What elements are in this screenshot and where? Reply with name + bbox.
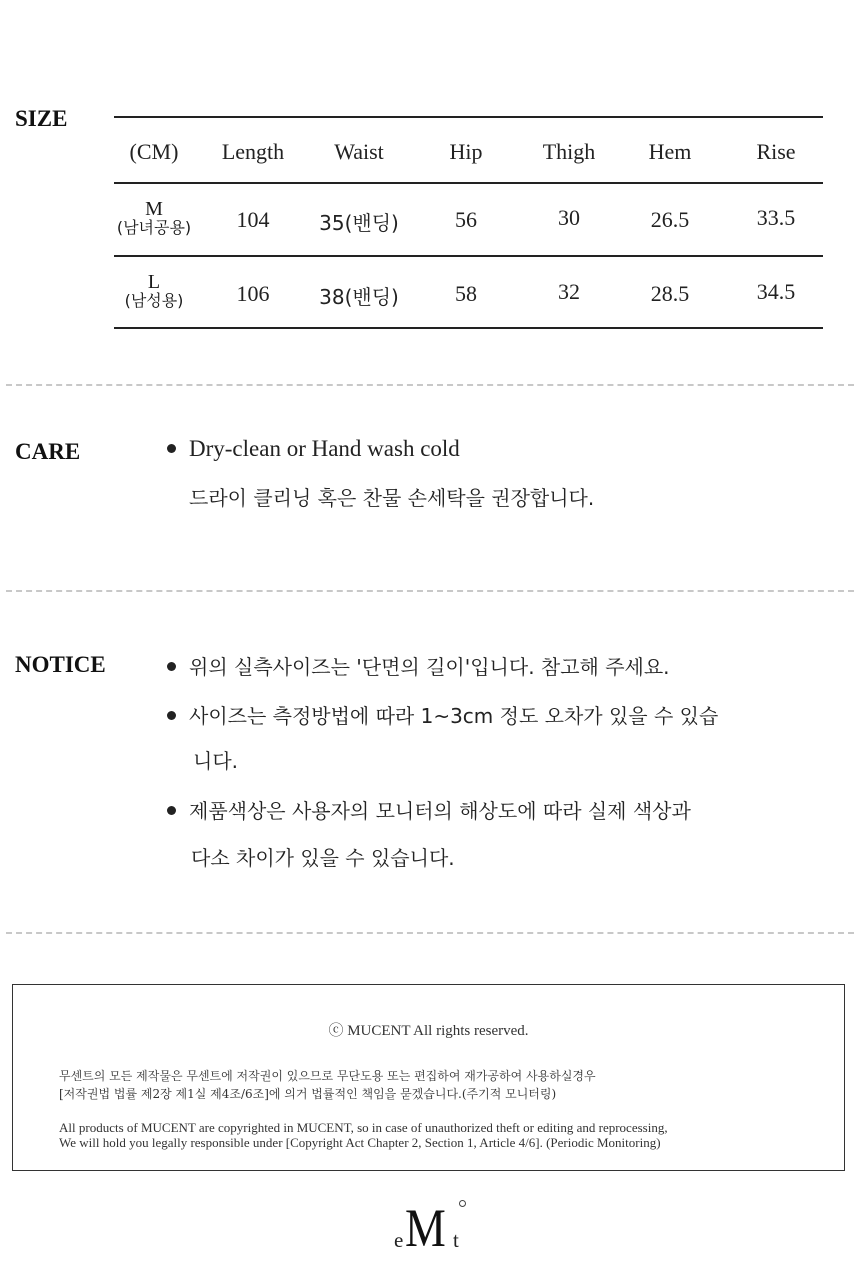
table-cell: 106: [236, 281, 270, 306]
notice-text: 위의 실측사이즈는 '단면의 길이'입니다. 참고해 주세요.: [189, 655, 670, 679]
size-fit: (남성용): [124, 291, 184, 310]
section-divider: [6, 384, 854, 386]
table-cell: 38(밴딩): [319, 285, 399, 309]
copyright-en-line: All products of MUCENT are copyrighted in MUCENT, so in case of unauthorized theft or editing and reprocessing,: [59, 1120, 668, 1135]
table-row-label: [125, 272, 184, 309]
copyright-ko-line: 무센트의 모든 제작물은 무센트에 저작권이 있으므로 무단도용 또는 편집하여 재가공하여 사용하실경우: [59, 1069, 596, 1083]
notice-text-continued: 다소 차이가 있을 수 있습니다.: [191, 846, 455, 870]
care-instruction-item: [167, 436, 460, 462]
logo-ring-icon: [459, 1200, 466, 1207]
size-section-label: SIZE: [15, 106, 68, 131]
table-cell: 33.5: [756, 205, 796, 230]
care-instruction-en: Dry-clean or Hand wash cold: [189, 436, 460, 461]
care-section-label: CARE: [15, 439, 81, 464]
table-cell: 58: [455, 281, 477, 306]
bullet-icon: [167, 806, 176, 815]
table-cell: 26.5: [650, 207, 690, 232]
size-fit: (남녀공용): [116, 218, 192, 237]
copyright-en-line: We will hold you legally responsible under [Copyright Act Chapter 2, Section 1, Article 4/6]. (Periodic Monitoring): [59, 1135, 661, 1150]
logo-letter: e: [394, 1228, 404, 1252]
section-divider: [6, 932, 854, 934]
table-cell: 35(밴딩): [319, 211, 399, 235]
table-cell: 28.5: [650, 281, 690, 306]
column-header-waist: Waist: [334, 139, 384, 164]
column-header-hip: Hip: [449, 139, 483, 164]
logo-letter: M: [405, 1198, 446, 1258]
notice-item: [167, 795, 691, 824]
notice-item: [167, 651, 670, 680]
bullet-icon: [167, 711, 176, 720]
section-divider: [6, 590, 854, 592]
table-header-rule: [114, 182, 823, 184]
column-header-rise: Rise: [756, 139, 796, 164]
table-row-rule: [114, 255, 823, 257]
table-cell: 30: [558, 205, 580, 230]
copyright-ko-line: [저작권법 법률 제2장 제1실 제4조/6조]에 의거 법률적인 책임을 묻겠습니다.(주기적 모니터링): [59, 1087, 557, 1101]
table-cell: 32: [558, 279, 580, 304]
notice-text: 사이즈는 측정방법에 따라 1~3cm 정도 오차가 있을 수 있습: [189, 704, 719, 728]
table-row-label: [117, 199, 191, 236]
notice-section-label: NOTICE: [15, 652, 106, 677]
logo-letter: t: [453, 1228, 459, 1252]
table-cell: 34.5: [756, 279, 796, 304]
column-header-hem: Hem: [648, 139, 692, 164]
brand-logo: [392, 1198, 472, 1268]
copyright-notice-box: [12, 984, 845, 1171]
bullet-icon: [167, 444, 176, 453]
table-top-rule: [114, 116, 823, 118]
copyright-title: ⓒ MUCENT All rights reserved.: [328, 1023, 529, 1039]
table-cell: 56: [455, 207, 477, 232]
care-instruction-ko: 드라이 클리닝 혹은 찬물 손세탁을 권장합니다.: [189, 486, 595, 510]
column-header-length: Length: [221, 139, 285, 164]
table-bottom-rule: [114, 327, 823, 329]
bullet-icon: [167, 662, 176, 671]
size-name: M: [145, 198, 163, 220]
size-name: L: [147, 271, 161, 293]
notice-text: 제품색상은 사용자의 모니터의 해상도에 따라 실제 색상과: [189, 799, 691, 823]
table-cell: 104: [236, 207, 270, 232]
column-header-thigh: Thigh: [542, 139, 596, 164]
column-header-unit: (CM): [129, 139, 179, 164]
notice-text-continued: 니다.: [193, 749, 238, 773]
notice-item: [167, 700, 718, 729]
